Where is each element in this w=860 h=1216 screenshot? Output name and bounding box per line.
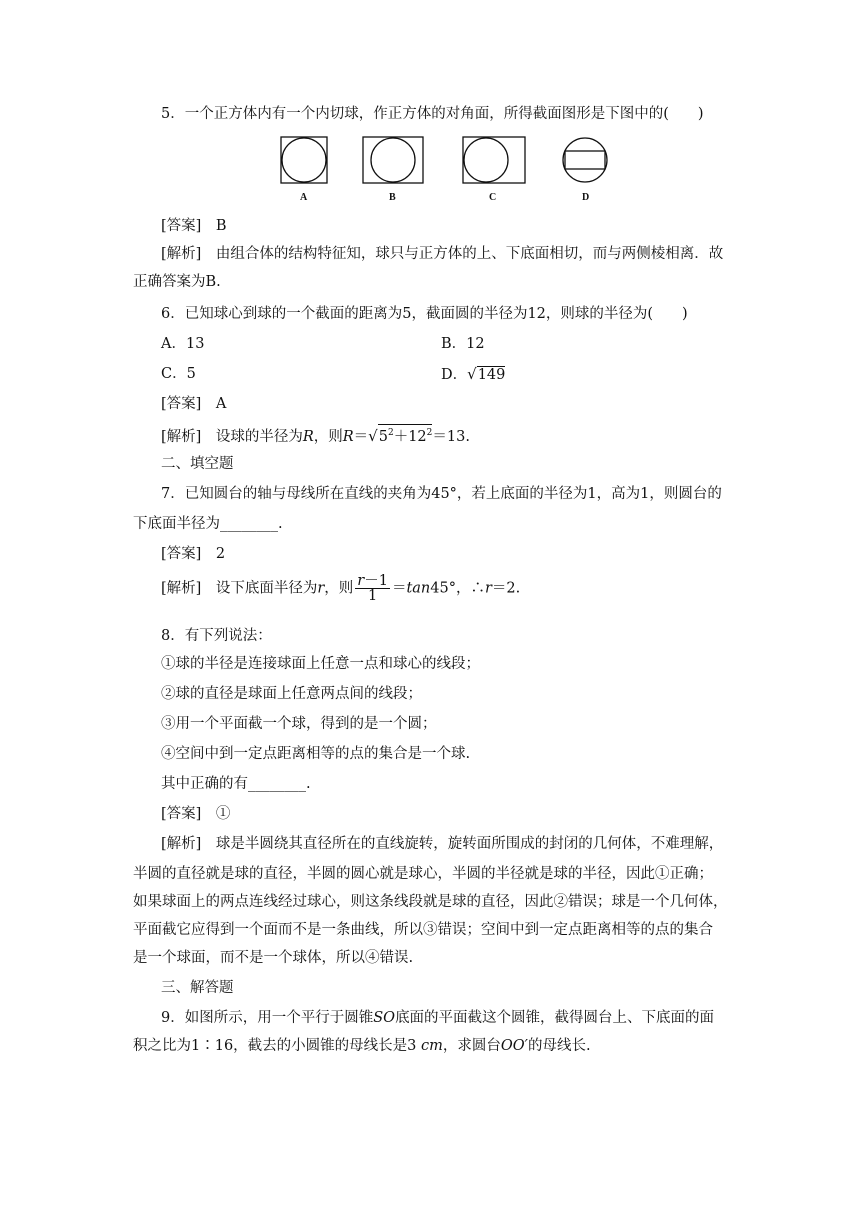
q6-analysis [161, 424, 470, 447]
figure-d-rectangle-in-circle [563, 138, 607, 182]
q7-analysis-eq: ＝ [391, 580, 407, 597]
q6-option-c: C．5 [161, 366, 196, 382]
q6-option-b: B．12 [441, 336, 485, 352]
figure-c-label: C [489, 192, 497, 203]
q8-analysis-line2: 半圆的直径就是球的直径，半圆的圆心就是球心，半圆的半径就是球的半径，因此①正确； [133, 866, 713, 882]
section-3-heading: 三、解答题 [161, 980, 234, 996]
q8-answer: [答案] ① [161, 806, 231, 822]
q7-analysis-mid: ，则 [324, 580, 354, 597]
q7-analysis-prefix: [解析] 设下底面半径为 [161, 580, 318, 597]
q7-tan: tan [406, 580, 431, 597]
sqrt-icon: √ [368, 426, 378, 445]
q7-analysis [161, 574, 520, 603]
q7-fraction-denominator: 1 [367, 588, 378, 604]
q6-sup-a: 2 [387, 428, 394, 438]
figure-c-circle-in-rectangle [463, 137, 525, 183]
q8-analysis-line5: 是一个球面，而不是一个球体，所以④错误. [133, 950, 414, 966]
q9-var-so: SO [373, 1010, 396, 1026]
q6-radicand-plus: ＋12 [393, 428, 427, 445]
q6-option-d [441, 364, 505, 385]
q8-question: 其中正确的有________. [161, 776, 311, 792]
q9-line1 [161, 1008, 714, 1028]
q7-fraction-numerator [355, 574, 390, 589]
q6-radicand [378, 424, 433, 445]
q9-var-oo: OO′ [500, 1038, 528, 1054]
sqrt-icon: √ [467, 365, 477, 383]
q7-stem-line2: 下底面半径为________. [133, 516, 283, 532]
q6-answer: [答案] A [161, 396, 227, 412]
q7-num-var: r [357, 573, 365, 589]
q9-unit-cm: cm [421, 1038, 443, 1054]
q7-var-r2: r [484, 580, 492, 597]
q6-option-a: A．13 [161, 336, 205, 352]
q5-analysis-line1: [解析] 由组合体的结构特征知，球只与正方体的上、下底面相切，而与两侧棱相离．故 [161, 246, 724, 262]
q8-analysis-line4: 平面截它应得到一个面而不是一条曲线，所以③错误；空间中到一定点距离相等的点的集合 [133, 922, 713, 938]
q6-analysis-result: ＝13. [432, 428, 470, 445]
q9-line2-a: 积之比为1∶16，截去的小圆锥的母线长是3 [133, 1038, 417, 1054]
q6-var-r2: R [342, 428, 354, 445]
q9-line2-c: 的母线长. [527, 1038, 591, 1054]
q8-item-2: ②球的直径是球面上任意两点间的线段； [161, 686, 422, 702]
q7-stem-line1: 7．已知圆台的轴与母线所在直线的夹角为45°，若上底面的半径为1，高为1，则圆台的 [161, 486, 722, 502]
q7-answer: [答案] 2 [161, 546, 226, 562]
figure-a-circle-in-square [281, 137, 327, 183]
figure-a-label: A [300, 192, 308, 203]
q6-stem: 6．已知球心到球的一个截面的距离为5，截面圆的半径为12，则球的半径为( ) [161, 306, 688, 322]
q7-fraction [355, 574, 390, 603]
q5-stem: 5．一个正方体内有一个内切球，作正方体的对角面，所得截面图形是下图中的( ) [161, 106, 704, 122]
q8-stem: 8．有下列说法： [161, 628, 272, 644]
q6-radicand-a: 5 [378, 428, 388, 445]
q6-var-r: R [302, 428, 314, 445]
q6-analysis-mid: ，则 [313, 428, 343, 445]
q7-num-rest: －1 [364, 573, 388, 589]
q9-line2-b: ，求圆台 [442, 1038, 501, 1054]
q5-answer: [答案] B [161, 218, 227, 234]
figure-b-circle-in-rectangle [363, 137, 423, 183]
q6-option-d-prefix: D． [441, 367, 468, 383]
q9-line2 [133, 1036, 591, 1056]
section-2-heading: 二、填空题 [161, 456, 234, 472]
q7-analysis-result: ＝2. [491, 580, 521, 597]
q8-analysis-line1: [解析] 球是半圆绕其直径所在的直线旋转，旋转面所围成的封闭的几何体，不难理解， [161, 836, 724, 852]
q9-line1-a: 9．如图所示，用一个平行于圆锥 [161, 1010, 374, 1026]
q8-analysis-line3: 如果球面上的两点连线经过球心，则这条线段就是球的直径，因此②错误；球是一个几何体， [133, 894, 728, 910]
q9-line1-b: 底面的平面截这个圆锥，截得圆台上、下底面的面 [395, 1010, 715, 1026]
figure-b-label: B [389, 192, 396, 203]
q6-sup-b: 2 [426, 428, 433, 438]
q8-item-3: ③用一个平面截一个球，得到的是一个圆； [161, 716, 437, 732]
q5-analysis-line2: 正确答案为B. [133, 274, 221, 290]
q8-item-4: ④空间中到一定点距离相等的点的集合是一个球. [161, 746, 471, 762]
q6-analysis-prefix: [解析] 设球的半径为 [161, 428, 303, 445]
q6-option-d-radicand: 149 [477, 367, 506, 383]
q7-analysis-tail: 45°，∴ [430, 580, 485, 597]
q7-var-r: r [317, 580, 325, 597]
q6-analysis-eq: ＝ [353, 428, 369, 445]
q5-figures [270, 132, 620, 207]
figure-d-label: D [582, 192, 590, 203]
q8-item-1: ①球的半径是连接球面上任意一点和球心的线段； [161, 656, 480, 672]
